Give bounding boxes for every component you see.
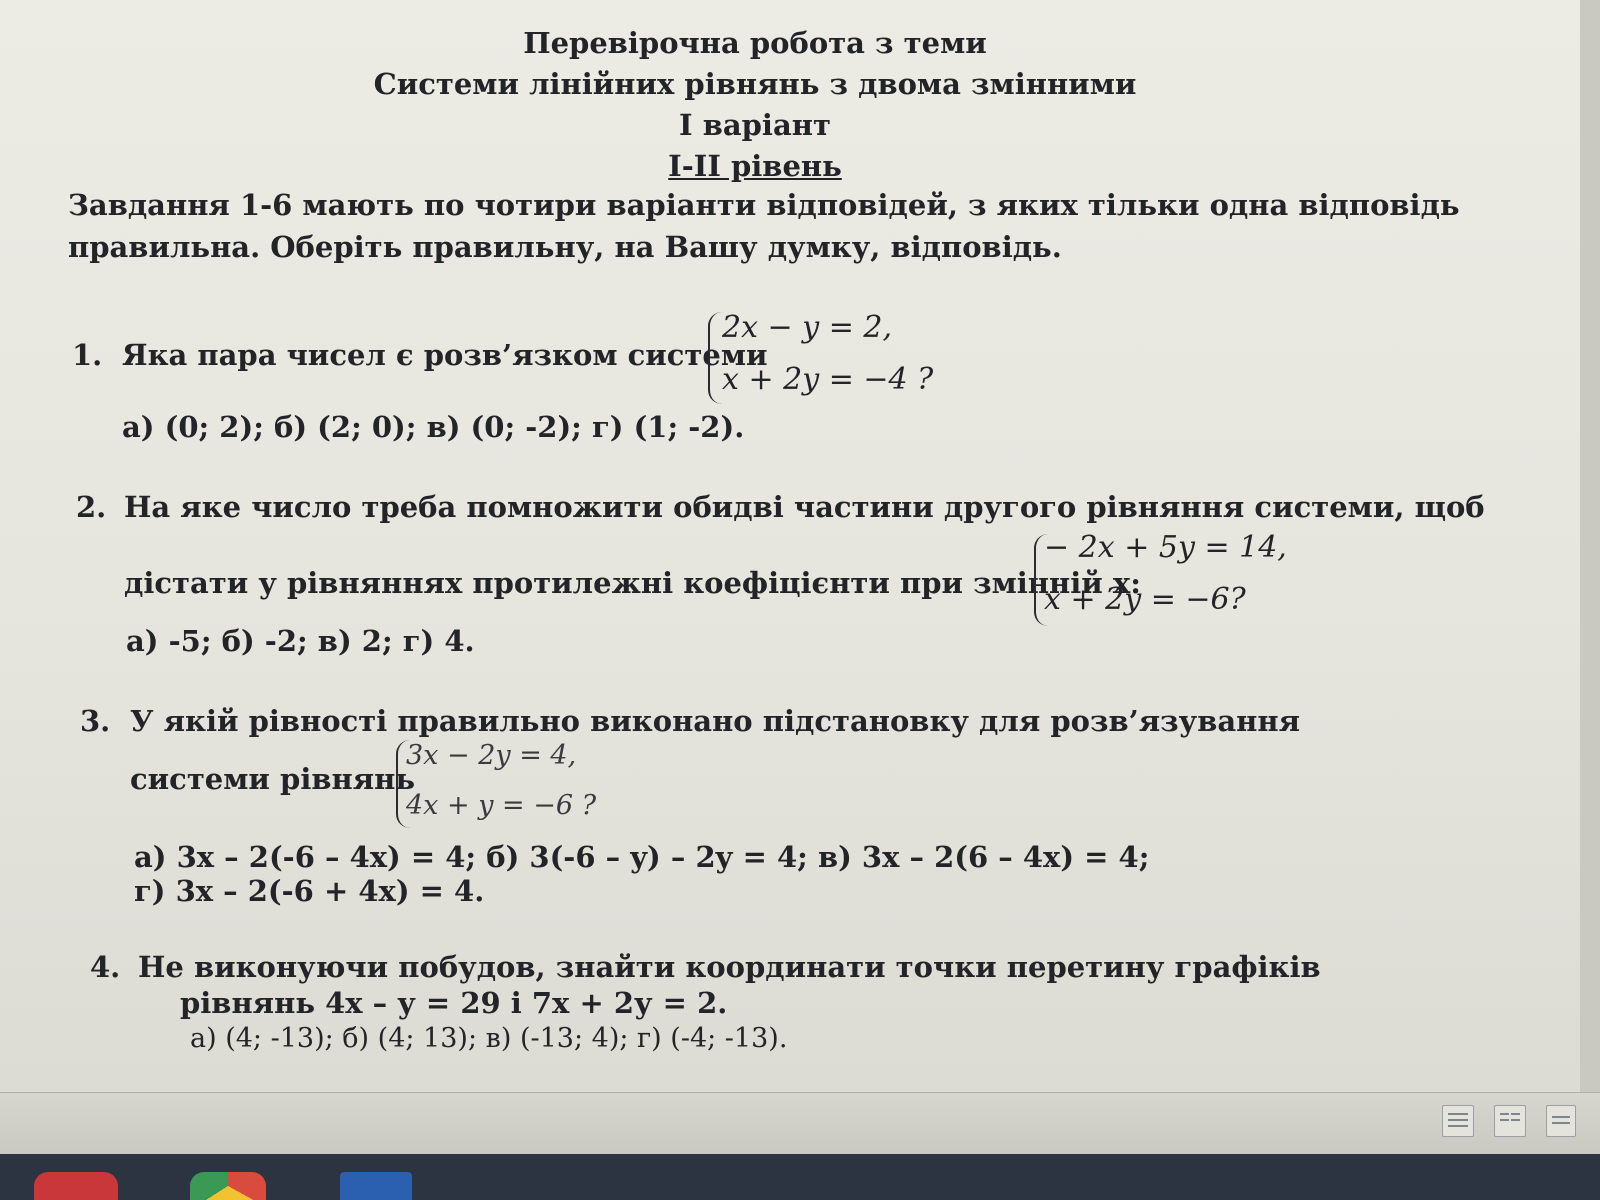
chrome-browser-icon[interactable] [190,1172,266,1200]
vertical-scrollbar[interactable] [1580,0,1600,1092]
task-1-answers: а) (0; 2); б) (2; 0); в) (0; -2); г) (1; -2). [122,410,745,444]
print-layout-view-icon[interactable] [1442,1105,1474,1137]
opera-browser-icon[interactable] [34,1172,118,1200]
task-4-answers: а) (4; -13); б) (4; 13); в) (-13; 4); г) (-4; -13). [190,1023,788,1054]
status-bar [0,1092,1600,1155]
task-3-equation-1: 3x − 2y = 4, [406,740,577,771]
instruction-line-1: Завдання 1-6 мають по чотири варіанти відповідей, з яких тільки одна відповідь [68,188,1460,222]
task-3-answers-line-1: а) 3x – 2(-6 – 4x) = 4; б) 3(-6 – y) – 2y = 4; в) 3x – 2(6 – 4x) = 4; [134,840,1150,874]
title-line-2: Системи лінійних рівнянь з двома змінними [373,67,1137,101]
title-line-1: Перевірочна робота з теми [523,26,987,60]
task-4-number: 4. [90,950,121,984]
task-3-number: 3. [80,704,111,738]
task-1-number: 1. [72,338,103,372]
variant-heading: І варіант [679,108,831,142]
word-app-icon[interactable] [340,1172,412,1200]
task-2-equation-2: x + 2y = −6? [1044,582,1246,617]
web-layout-view-icon[interactable] [1546,1105,1576,1137]
task-4-question-line-2: рівнянь 4х – у = 29 і 7х + 2у = 2. [180,986,728,1020]
level-heading: I-II рівень [668,149,842,183]
task-2-answers: а) -5; б) -2; в) 2; г) 4. [126,624,475,658]
task-3-equation-2: 4x + y = −6 ? [406,790,597,821]
instruction-line-2: правильна. Оберіть правильну, на Вашу думку, відповідь. [68,230,1062,264]
task-4-question-line-1: Не виконуючи побудов, знайти координати точки перетину графіків [138,950,1321,984]
task-2-question-line-2: дістати у рівняннях протилежні коефіцієнти при змінній х: [124,566,1141,600]
task-1-system-brace [708,312,722,404]
reading-view-icon[interactable] [1494,1105,1526,1137]
task-3-question-line-2: системи рівнянь [130,762,416,796]
task-1-equation-2: x + 2y = −4 ? [722,362,934,397]
task-1-question: Яка пара чисел є розв’язком системи [122,338,768,372]
task-2-question-line-1: На яке число треба помножити обидві частини другого рівняння системи, щоб [124,490,1485,524]
task-1-equation-1: 2x − y = 2, [722,310,892,345]
task-3-question-line-1: У якій рівності правильно виконано підстановку для розв’язування [130,704,1301,738]
task-2-number: 2. [76,490,107,524]
task-2-equation-1: − 2x + 5y = 14, [1044,530,1287,565]
task-3-answers-line-2: г) 3x – 2(-6 + 4x) = 4. [134,874,485,908]
